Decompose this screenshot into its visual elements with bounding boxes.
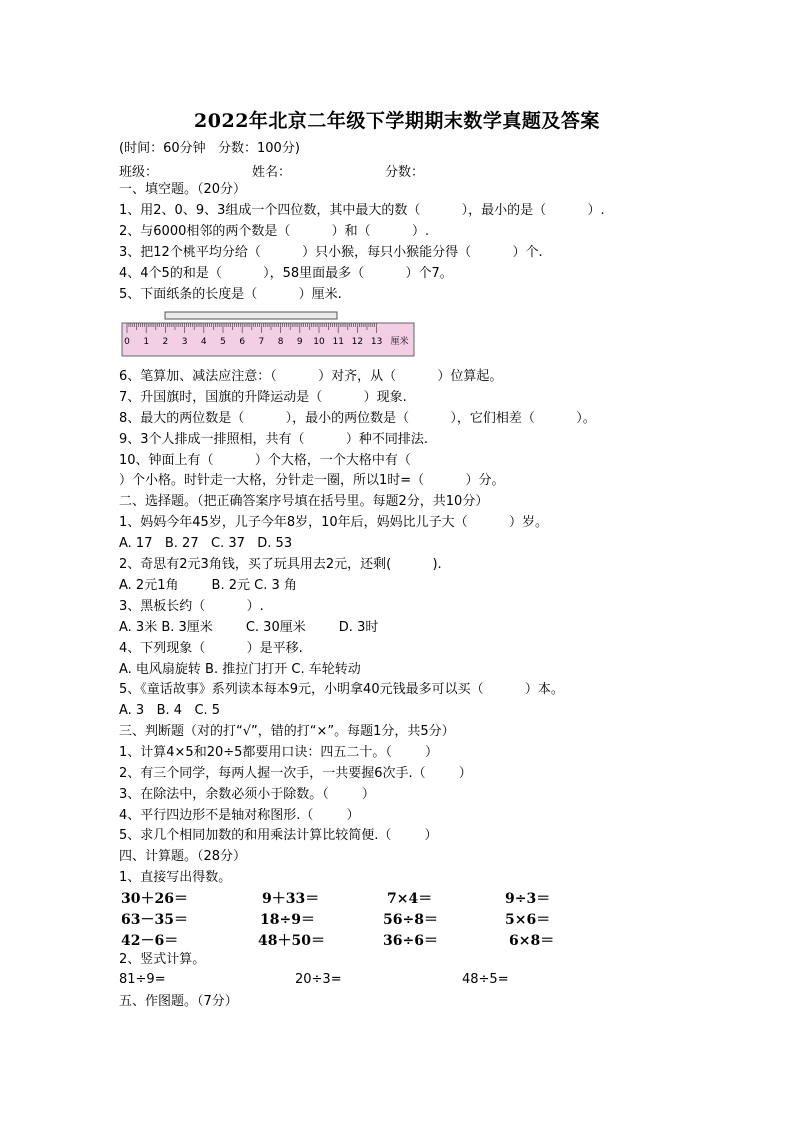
vertical-calc-item: 20÷3= (295, 972, 342, 987)
ruler-number: 0 (124, 337, 130, 347)
fill-q10-line1: 10、钟面上有（ ）个大格，一个大格中有（ (119, 453, 411, 468)
calc-item: 9÷3＝ (505, 891, 551, 907)
choice-q3-options: A. 3米 B. 3厘米 C. 30厘米 D. 3时 (119, 620, 379, 635)
calc-item: 7×4＝ (387, 891, 433, 907)
calc-sub2: 2、竖式计算。 (119, 952, 206, 967)
ruler-number: 9 (296, 337, 303, 347)
fill-q5: 5、下面纸条的长度是（ ）厘米. (119, 287, 342, 302)
choice-q2-options: A. 2元1角 B. 2元 C. 3 角 (119, 578, 297, 593)
choice-q5: 5、《童话故事》系列读本每本9元，小明拿40元钱最多可以买（ ）本。 (119, 682, 564, 697)
calc-item: 30＋26＝ (121, 891, 188, 907)
section4-heading: 四、计算题。（28分） (119, 849, 247, 864)
fill-q8: 8、最大的两位数是（ ），最小的两位数是（ ），它们相差（ ）。 (119, 411, 596, 426)
calc-item: 36÷6＝ (383, 933, 438, 949)
judge-q1: 1、计算4×5和20÷5都要用口诀：四五二十。（ ） (119, 745, 438, 760)
score-label: 分数： (385, 165, 425, 180)
ruler-number: 8 (277, 337, 284, 347)
judge-q5: 5、求几个相同加数的和用乘法计算比较简便.（ ） (119, 828, 438, 843)
ruler-number: 4 (200, 337, 207, 347)
fill-q9: 9、3个人排成一排照相，共有（ ）种不同排法. (119, 432, 428, 447)
paper-strip (165, 312, 337, 319)
class-label: 班级： (119, 165, 159, 180)
ruler-number: 5 (220, 337, 226, 347)
calc-item: 5×6＝ (505, 912, 551, 928)
choice-q3: 3、黑板长约（ ）. (119, 599, 264, 614)
choice-q2: 2、奇思有2元3角钱，买了玩具用去2元，还剩( ). (119, 557, 442, 572)
fill-q4: 4、4个5的和是（ ），58里面最多（ ）个7。 (119, 266, 453, 281)
calc-item: 42－6＝ (121, 933, 179, 949)
page-title: 2022年北京二年级下学期期末数学真题及答案 (194, 110, 600, 132)
fill-q10-line2: ）个小格。时针走一大格，分针走一圈，所以1时=（ ）分。 (119, 473, 505, 488)
section5-heading: 五、作图题。（7分） (119, 994, 238, 1009)
choice-q4: 4、下列现象（ ）是平移. (119, 641, 303, 656)
ruler-number: 1 (143, 337, 150, 347)
section1-heading: 一、填空题。（20分） (119, 182, 247, 197)
calc-item: 56÷8＝ (383, 912, 438, 928)
calc-item: 9＋33＝ (262, 891, 320, 907)
ruler-unit-label: 厘米 (390, 337, 409, 347)
fill-q2: 2、与6000相邻的两个数是（ ）和（ ）. (119, 224, 430, 239)
choice-q4-options: A. 电风扇旋转 B. 推拉门打开 C. 车轮转动 (119, 662, 361, 677)
judge-q3: 3、在除法中，余数必须小于除数。（ ） (119, 787, 375, 802)
fill-q6: 6、笔算加、减法应注意：（ ）对齐，从（ ）位算起。 (119, 369, 503, 384)
ruler-number: 12 (351, 337, 364, 347)
ruler-number: 2 (162, 337, 169, 347)
ruler-figure (121, 311, 417, 357)
fill-q3: 3、把12个桃平均分给（ ）只小猴，每只小猴能分得（ ）个. (119, 245, 543, 260)
ruler-number: 10 (313, 337, 325, 347)
ruler-number: 13 (370, 337, 383, 347)
choice-q1: 1、妈妈今年45岁，儿子今年8岁，10年后，妈妈比儿子大（ ）岁。 (119, 515, 548, 530)
vertical-calc-item: 81÷9= (119, 972, 166, 987)
ruler-number: 3 (181, 337, 188, 347)
calc-item: 6×8＝ (509, 933, 555, 949)
judge-q4: 4、平行四边形不是轴对称图形.（ ） (119, 808, 360, 823)
choice-q5-options: A. 3 B. 4 C. 5 (119, 703, 221, 718)
judge-q2: 2、有三个同学，每两人握一次手，一共要握6次手.（ ） (119, 766, 472, 781)
fill-q1: 1、用2、0、9、3组成一个四位数，其中最大的数（ ），最小的是（ ）. (119, 203, 605, 218)
calc-item: 48＋50＝ (258, 933, 325, 949)
ruler-number: 6 (239, 337, 246, 347)
calc-item: 63－35＝ (121, 912, 188, 928)
ruler-number: 7 (258, 337, 265, 347)
choice-q1-options: A. 17 B. 27 C. 37 D. 53 (119, 536, 293, 551)
fill-q7: 7、升国旗时，国旗的升降运动是（ ）现象. (119, 390, 407, 405)
calc-item: 18÷9＝ (260, 912, 315, 928)
section2-heading: 二、选择题。（把正确答案序号填在括号里。每题2分，共10分） (119, 494, 489, 509)
section3-heading: 三、判断题（对的打“√”，错的打“×”。每题1分，共5分） (119, 724, 455, 739)
calc-sub1: 1、直接写出得数。 (119, 870, 232, 885)
name-label: 姓名： (252, 165, 292, 180)
ruler-number: 11 (332, 337, 344, 347)
time-score-info: (时间：60分钟 分数：100分) (119, 141, 300, 156)
vertical-calc-item: 48÷5= (462, 972, 509, 987)
